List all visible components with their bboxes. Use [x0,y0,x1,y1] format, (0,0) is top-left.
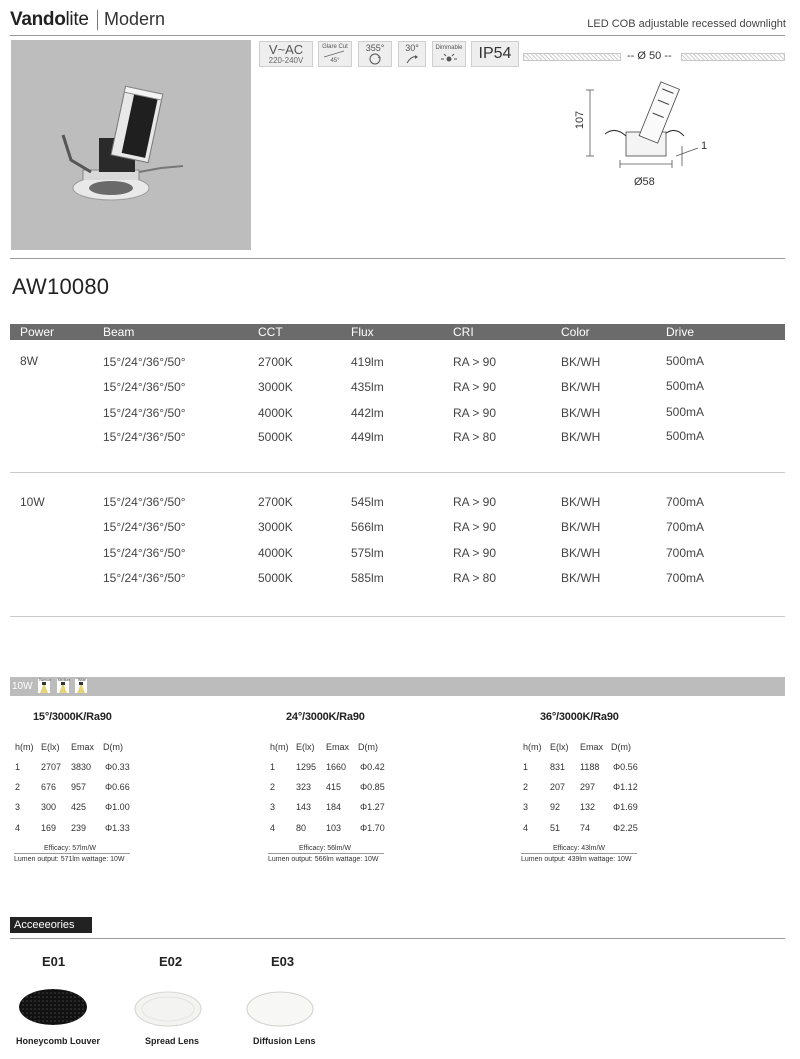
table-cell-drive: 500mA [666,354,705,368]
photometric-col-header: h(m) [270,742,289,752]
photometric-cell: Φ0.42 [360,762,385,772]
voltage-text: V~AC [268,42,304,57]
photometric-output: Lumen output: 566lm wattage: 10W [268,856,379,863]
voltage-badge [259,41,313,67]
rotation-text: 355° [365,42,385,53]
glare-angle-icon [322,50,348,58]
photometric-cell: 1295 [296,762,317,772]
photometric-divider [268,853,384,854]
group-power: 8W [20,354,38,368]
col-header-cct: CCT [258,325,283,339]
photometric-col-header: h(m) [523,742,542,752]
table-cell-cct: 3000K [258,520,293,534]
table-cell-flux: 585lm [351,571,384,585]
cutout-hatch-left [523,53,621,61]
section-divider [10,258,785,259]
table-cell-color: BK/WH [561,520,601,534]
table-cell-cct: 2700K [258,355,293,369]
accessory-name: Spread Lens [145,1036,200,1046]
table-cell-flux: 566lm [351,520,384,534]
narrow-beam-icon [38,679,50,693]
table-cell-beam: 15°/24°/36°/50° [103,571,186,585]
spread-lens-image [133,990,203,1028]
photometric-cell: Φ1.69 [613,802,638,812]
table-cell-cct: 4000K [258,406,293,420]
photometric-cell: 300 [41,802,57,812]
photometric-title: 36°/3000K/Ra90 [540,711,619,723]
photometric-cell: Φ0.56 [613,762,638,772]
table-cell-color: BK/WH [561,430,601,444]
photometric-cell: Φ1.00 [105,802,130,812]
photometric-cell: 4 [15,823,21,833]
photometric-cell: 207 [550,782,566,792]
table-cell-drive: 700mA [666,520,705,534]
photometric-wattage: 10W [12,681,33,692]
photometric-cell: 1 [15,762,21,772]
photometric-cell: 92 [550,802,561,812]
photometric-title: 15°/3000K/Ra90 [33,711,112,723]
dimension-drawing [560,76,785,196]
ip-rating-badge: IP54 [471,41,519,67]
dimmable-text: Dimmable [435,45,463,51]
accessories-divider [10,938,785,939]
photometric-output: Lumen output: 439lm wattage: 10W [521,856,632,863]
table-cell-flux: 419lm [351,355,384,369]
cutout-diameter [523,51,785,63]
dimmable-icon [437,51,461,63]
accessories-title: Acceeeories [14,919,75,931]
table-cell-drive: 500mA [666,405,705,419]
col-header-power: Power [20,325,55,339]
photometric-cell: 51 [550,823,561,833]
photometric-efficacy: Efficacy: 57lm/W [44,845,96,852]
tilt-badge [398,41,426,67]
table-cell-cri: RA > 90 [453,355,497,369]
table-cell-color: BK/WH [561,546,601,560]
table-bottom-divider [10,616,785,617]
table-cell-flux: 575lm [351,546,384,560]
col-header-beam: Beam [103,325,135,339]
photometric-cell: 184 [326,802,342,812]
photometric-cell: 297 [580,782,596,792]
table-cell-color: BK/WH [561,495,601,509]
table-cell-flux: 545lm [351,495,384,509]
photometric-cell: 425 [71,802,87,812]
tilt-icon [404,53,420,65]
wide-beam-label: Wide [78,678,86,682]
photometric-col-header: h(m) [15,742,34,752]
voltage-range-text: 220-240V [268,56,304,65]
dimmable-badge [432,41,466,67]
accessory-name: Honeycomb Louver [16,1036,101,1046]
photometric-cell: 80 [296,823,307,833]
table-cell-cri: RA > 80 [453,571,497,585]
medium-beam-label: Medium [57,678,71,682]
photometric-cell: 143 [296,802,312,812]
table-cell-cri: RA > 80 [453,430,497,444]
wide-beam-icon [75,679,87,693]
product-photo [11,40,251,250]
photometric-cell: 132 [580,802,596,812]
product-subtitle: LED COB adjustable recessed downlight [587,18,786,30]
photometric-cell: 1 [270,762,276,772]
brand-logo [10,9,89,31]
accessory-code: E03 [271,954,295,969]
photometric-cell: 4 [270,823,276,833]
rotation-icon [368,53,382,65]
table-cell-drive: 700mA [666,571,705,585]
table-cell-drive: 500mA [666,429,705,443]
table-cell-cri: RA > 90 [453,546,497,560]
medium-beam-icon [57,679,69,693]
photometric-col-header: D(m) [103,742,123,752]
photometric-cell: 1 [523,762,529,772]
narrow-beam-label: Narrow [39,678,51,682]
col-header-color: Color [561,325,590,339]
group-power: 10W [20,495,45,509]
photometric-cell: 2 [523,782,529,792]
accessory-code: E02 [159,954,183,969]
photometric-cell: Φ0.33 [105,762,130,772]
group-divider [10,472,785,473]
photometric-cell: 239 [71,823,87,833]
photometric-cell: 676 [41,782,57,792]
table-cell-beam: 15°/24°/36°/50° [103,355,186,369]
photometric-cell: Φ2.25 [613,823,638,833]
col-header-drive: Drive [666,325,695,339]
photometric-cell: 1188 [580,762,600,772]
brand-logo-bold: Vando [10,9,66,30]
photometric-cell: Φ0.85 [360,782,385,792]
photometric-cell: Φ0.66 [105,782,130,792]
photometric-col-header: Emax [580,742,604,752]
photometric-cell: 415 [326,782,342,792]
table-cell-cct: 5000K [258,430,293,444]
table-cell-drive: 500mA [666,379,705,393]
photometric-cell: 323 [296,782,312,792]
brand-divider [97,10,98,30]
brand-logo-light: lite [65,9,89,30]
table-cell-beam: 15°/24°/36°/50° [103,546,186,560]
table-cell-beam: 15°/24°/36°/50° [103,520,186,534]
rotation-badge [358,41,392,67]
photometric-divider [521,853,637,854]
photometric-cell: Φ1.33 [105,823,130,833]
accessory-code: E01 [42,954,66,969]
photometric-col-header: Emax [71,742,95,752]
photometric-col-header: E(lx) [41,742,60,752]
photometric-cell: 2 [270,782,276,792]
glare-angle-text: 45° [330,58,340,64]
table-cell-beam: 15°/24°/36°/50° [103,406,186,420]
photometric-cell: 169 [41,823,57,833]
glare-cut-text: Glare Cut [322,44,348,50]
col-header-cri: CRI [453,325,474,339]
table-cell-color: BK/WH [561,406,601,420]
photometric-cell: Φ1.12 [613,782,638,792]
photometric-col-header: Emax [326,742,350,752]
photometric-cell: 831 [550,762,566,772]
diameter-dimension: Ø58 [634,176,655,188]
table-cell-color: BK/WH [561,355,601,369]
tilt-text: 30° [405,42,419,53]
photometric-cell: Φ1.70 [360,823,385,833]
diffusion-lens-image [245,990,315,1028]
cutout-value: Ø 50 [637,50,662,62]
cutout-label: -- Ø 50 -- [623,50,676,62]
table-cell-flux: 435lm [351,380,384,394]
table-cell-cri: RA > 90 [453,380,497,394]
table-cell-drive: 700mA [666,495,705,509]
table-cell-cri: RA > 90 [453,495,497,509]
photometric-cell: 3830 [71,762,92,772]
trim-dimension: 1 [701,140,708,152]
series-name: Modern [104,9,166,29]
table-cell-cri: RA > 90 [453,406,497,420]
table-cell-color: BK/WH [561,380,601,394]
photometric-cell: 4 [523,823,529,833]
table-cell-cct: 4000K [258,546,293,560]
col-header-flux: Flux [351,325,374,339]
table-cell-cct: 5000K [258,571,293,585]
photometric-cell: 2707 [41,762,62,772]
accessory-name: Diffusion Lens [253,1036,316,1046]
glare-cut-badge [318,41,352,67]
photometric-cell: 3 [15,802,21,812]
photometric-cell: 2 [15,782,21,792]
photometric-output: Lumen output: 571lm wattage: 10W [14,856,125,863]
photometric-col-header: E(lx) [296,742,315,752]
photometric-efficacy: Efficacy: 43lm/W [553,845,605,852]
photometric-col-header: D(m) [611,742,631,752]
table-cell-cct: 3000K [258,380,293,394]
table-cell-flux: 449lm [351,430,384,444]
table-cell-color: BK/WH [561,571,601,585]
photometric-efficacy: Efficacy: 56lm/W [299,845,351,852]
table-cell-beam: 15°/24°/36°/50° [103,495,186,509]
dimension-diagram [560,76,785,196]
table-cell-cct: 2700K [258,495,293,509]
header-divider [10,35,785,36]
photometric-cell: 957 [71,782,87,792]
photometric-cell: 103 [326,823,342,833]
photometric-col-header: D(m) [358,742,378,752]
height-dimension: 107 [574,110,587,130]
table-cell-cri: RA > 90 [453,520,497,534]
table-cell-beam: 15°/24°/36°/50° [103,380,186,394]
table-cell-drive: 700mA [666,546,705,560]
downlight-illustration [11,40,251,250]
table-cell-flux: 442lm [351,406,384,420]
photometric-cell: 3 [523,802,529,812]
photometric-divider [14,853,130,854]
photometric-bar [10,677,785,696]
photometric-cell: 3 [270,802,276,812]
photometric-cell: 74 [580,823,591,833]
photometric-title: 24°/3000K/Ra90 [286,711,365,723]
photometric-col-header: E(lx) [550,742,569,752]
honeycomb-louver-image [17,987,89,1027]
photometric-cell: 1660 [326,762,347,772]
photometric-cell: Φ1.27 [360,802,385,812]
cutout-hatch-right [681,53,785,61]
model-number: AW10080 [12,274,110,299]
table-cell-beam: 15°/24°/36°/50° [103,430,186,444]
